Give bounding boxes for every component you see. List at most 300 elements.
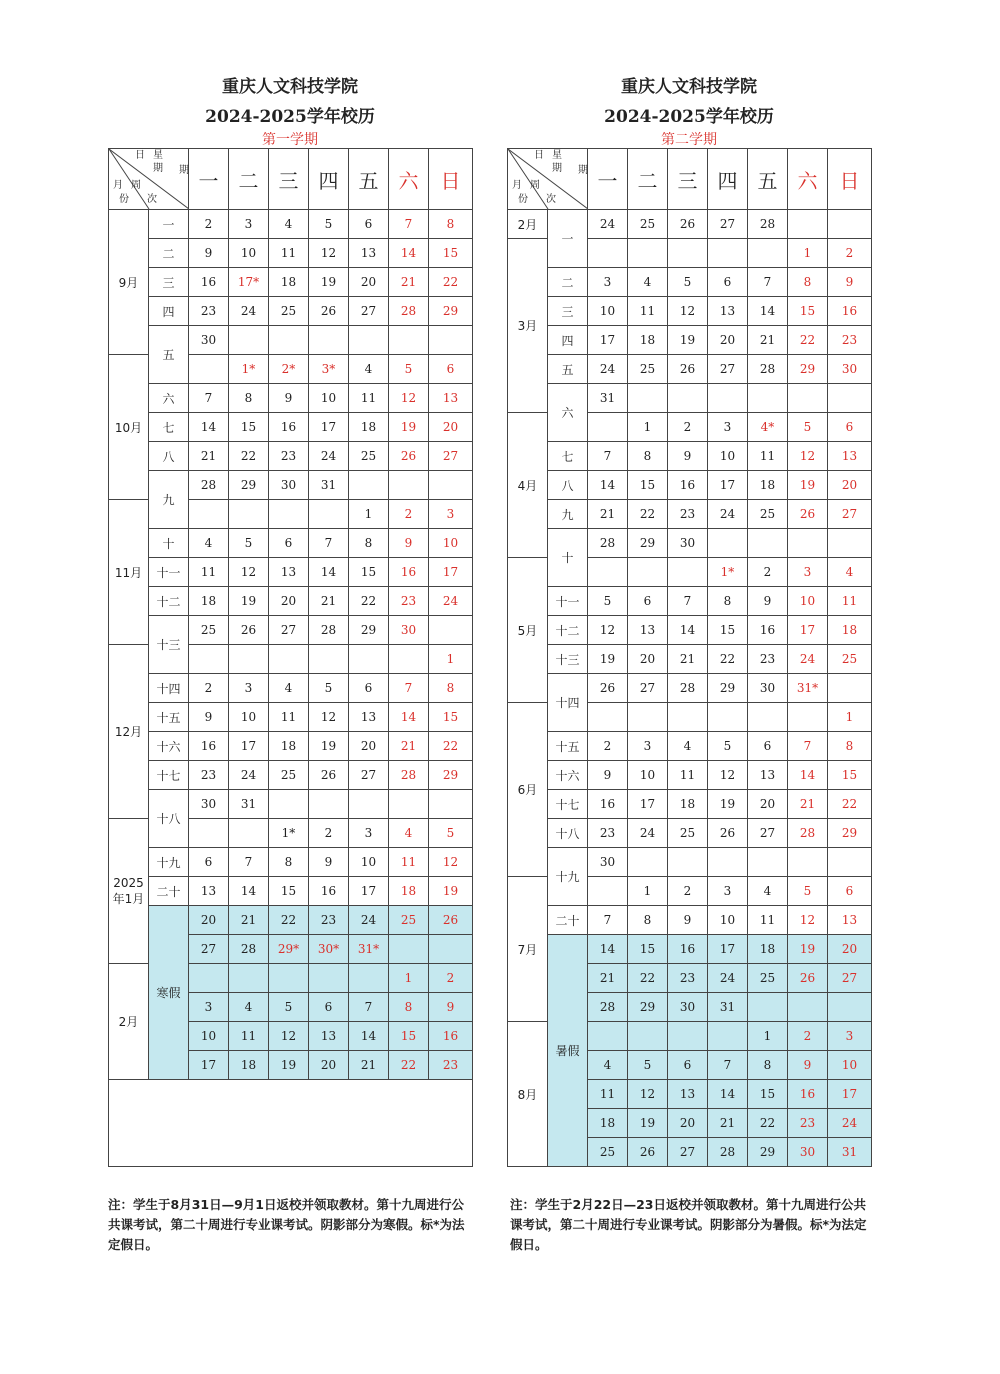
date-cell: 9 xyxy=(588,761,628,790)
date-cell: 8 xyxy=(269,848,309,877)
date-cell: 20 xyxy=(628,645,668,674)
date-cell: 24 xyxy=(229,297,269,326)
day-header: 三 xyxy=(668,149,708,210)
date-cell xyxy=(788,848,828,877)
date-cell: 19 xyxy=(788,471,828,500)
week-label: 九 xyxy=(548,500,588,529)
week-label: 十三 xyxy=(149,616,189,674)
month-label: 2月 xyxy=(508,210,548,239)
date-cell: 10 xyxy=(708,442,748,471)
date-cell xyxy=(429,935,473,964)
date-cell: 18 xyxy=(588,1109,628,1138)
date-cell: 9 xyxy=(668,442,708,471)
date-cell: 1 xyxy=(429,645,473,674)
date-cell: 23 xyxy=(828,326,872,355)
date-cell: 28 xyxy=(708,1138,748,1167)
date-cell: 20 xyxy=(429,413,473,442)
date-cell: 12 xyxy=(668,297,708,326)
day-header: 二 xyxy=(229,149,269,210)
week-label: 十 xyxy=(548,529,588,587)
date-cell: 8 xyxy=(429,210,473,239)
date-cell: 19 xyxy=(389,413,429,442)
date-cell: 22 xyxy=(349,587,389,616)
date-cell xyxy=(708,239,748,268)
date-cell xyxy=(389,326,429,355)
date-cell: 3 xyxy=(708,413,748,442)
date-cell: 11 xyxy=(229,1022,269,1051)
week-label: 十一 xyxy=(548,587,588,616)
date-cell xyxy=(748,239,788,268)
date-cell: 19 xyxy=(708,790,748,819)
day-header: 六 xyxy=(389,149,429,210)
date-cell: 11 xyxy=(269,703,309,732)
date-cell: 18 xyxy=(628,326,668,355)
date-cell: 27 xyxy=(708,355,748,384)
corner-label: 周 xyxy=(530,180,540,191)
date-cell: 4 xyxy=(189,529,229,558)
date-cell: 27 xyxy=(708,210,748,239)
month-label: 3月 xyxy=(508,239,548,413)
date-cell: 6 xyxy=(828,877,872,906)
date-cell xyxy=(748,703,788,732)
corner-label: 次 xyxy=(546,194,556,205)
date-cell: 16 xyxy=(748,616,788,645)
date-cell: 6 xyxy=(828,413,872,442)
date-cell: 19 xyxy=(588,645,628,674)
date-cell: 24 xyxy=(788,645,828,674)
date-cell: 12 xyxy=(788,442,828,471)
date-cell: 11 xyxy=(628,297,668,326)
date-cell: 17 xyxy=(429,558,473,587)
date-cell: 23 xyxy=(189,761,229,790)
week-label: 一 xyxy=(149,210,189,239)
date-cell: 19 xyxy=(309,732,349,761)
month-label: 8月 xyxy=(508,1022,548,1167)
date-cell: 23 xyxy=(748,645,788,674)
day-header: 一 xyxy=(588,149,628,210)
week-label: 十 xyxy=(149,529,189,558)
date-cell: 12 xyxy=(309,703,349,732)
date-cell: 1 xyxy=(788,239,828,268)
calendar-term-2 xyxy=(507,72,871,1167)
date-cell: 18 xyxy=(269,732,309,761)
date-cell: 14 xyxy=(389,703,429,732)
date-cell: 1 xyxy=(628,413,668,442)
date-cell xyxy=(229,500,269,529)
date-cell xyxy=(828,529,872,558)
week-label: 七 xyxy=(149,413,189,442)
date-cell: 15 xyxy=(748,1080,788,1109)
week-label: 十八 xyxy=(149,790,189,848)
date-cell: 9 xyxy=(389,529,429,558)
month-label: 10月 xyxy=(109,355,149,500)
date-cell: 16 xyxy=(389,558,429,587)
date-cell: 13 xyxy=(429,384,473,413)
date-cell: 13 xyxy=(628,616,668,645)
date-cell: 5 xyxy=(788,413,828,442)
date-cell: 31* xyxy=(788,674,828,703)
date-cell: 21 xyxy=(588,500,628,529)
year-title: 2024-2025学年校历 xyxy=(205,107,375,127)
date-cell: 1 xyxy=(748,1022,788,1051)
date-cell: 17 xyxy=(229,732,269,761)
date-cell: 17 xyxy=(349,877,389,906)
date-cell: 8 xyxy=(429,674,473,703)
date-cell: 21 xyxy=(189,442,229,471)
date-cell: 15 xyxy=(269,877,309,906)
date-cell: 26 xyxy=(588,674,628,703)
date-cell: 2 xyxy=(309,819,349,848)
week-label: 十二 xyxy=(149,587,189,616)
date-cell: 13 xyxy=(269,558,309,587)
date-cell: 3 xyxy=(189,993,229,1022)
date-cell: 7 xyxy=(309,529,349,558)
date-cell: 24 xyxy=(708,964,748,993)
date-cell xyxy=(309,790,349,819)
date-cell: 25 xyxy=(349,442,389,471)
date-cell: 10 xyxy=(429,529,473,558)
week-label: 二十 xyxy=(149,877,189,906)
school-title: 重庆人文科技学院 xyxy=(621,77,757,97)
date-cell: 13 xyxy=(309,1022,349,1051)
date-cell: 31 xyxy=(229,790,269,819)
date-cell: 1 xyxy=(628,877,668,906)
date-cell: 12 xyxy=(229,558,269,587)
date-cell: 14 xyxy=(788,761,828,790)
date-cell xyxy=(588,1022,628,1051)
date-cell xyxy=(748,384,788,413)
date-cell xyxy=(708,529,748,558)
date-cell: 8 xyxy=(788,268,828,297)
date-cell xyxy=(788,384,828,413)
date-cell: 7 xyxy=(788,732,828,761)
date-cell: 7 xyxy=(229,848,269,877)
date-cell: 22 xyxy=(429,732,473,761)
corner-label: 星 xyxy=(153,150,163,161)
date-cell: 29 xyxy=(229,471,269,500)
corner-label: 周 xyxy=(131,180,141,191)
date-cell: 25 xyxy=(189,616,229,645)
date-cell: 16 xyxy=(788,1080,828,1109)
date-cell: 12 xyxy=(708,761,748,790)
date-cell: 27 xyxy=(668,1138,708,1167)
date-cell: 6 xyxy=(708,268,748,297)
date-cell: 10 xyxy=(229,239,269,268)
date-cell: 21 xyxy=(588,964,628,993)
month-label: 7月 xyxy=(508,877,548,1022)
date-cell: 25 xyxy=(269,297,309,326)
date-cell: 23 xyxy=(269,442,309,471)
date-cell: 26 xyxy=(668,210,708,239)
date-cell: 6 xyxy=(309,993,349,1022)
date-cell: 18 xyxy=(748,935,788,964)
date-cell: 21 xyxy=(229,906,269,935)
date-cell xyxy=(309,645,349,674)
date-cell xyxy=(269,500,309,529)
date-cell: 23 xyxy=(429,1051,473,1080)
date-cell: 30 xyxy=(668,529,708,558)
date-cell xyxy=(628,703,668,732)
date-cell: 23 xyxy=(389,587,429,616)
date-cell xyxy=(389,790,429,819)
date-cell xyxy=(389,471,429,500)
date-cell xyxy=(668,1022,708,1051)
date-cell: 17 xyxy=(708,935,748,964)
date-cell: 6 xyxy=(668,1051,708,1080)
date-cell: 5 xyxy=(309,210,349,239)
week-label: 十八 xyxy=(548,819,588,848)
date-cell: 20 xyxy=(748,790,788,819)
date-cell: 7 xyxy=(588,906,628,935)
date-cell: 2 xyxy=(588,732,628,761)
week-label: 十九 xyxy=(548,848,588,906)
date-cell: 30 xyxy=(189,326,229,355)
date-cell: 5 xyxy=(429,819,473,848)
date-cell xyxy=(588,703,628,732)
day-header: 六 xyxy=(788,149,828,210)
date-cell: 25 xyxy=(269,761,309,790)
date-cell xyxy=(429,326,473,355)
date-cell: 9 xyxy=(309,848,349,877)
date-cell: 2 xyxy=(429,964,473,993)
date-cell: 20 xyxy=(349,732,389,761)
date-cell: 28 xyxy=(588,993,628,1022)
date-cell: 26 xyxy=(668,355,708,384)
term-title: 第二学期 xyxy=(661,132,717,148)
date-cell: 24 xyxy=(588,355,628,384)
date-cell xyxy=(708,848,748,877)
date-cell: 19 xyxy=(628,1109,668,1138)
date-cell: 19 xyxy=(668,326,708,355)
date-cell: 22 xyxy=(389,1051,429,1080)
date-cell: 2 xyxy=(389,500,429,529)
date-cell: 13 xyxy=(828,442,872,471)
date-cell: 8 xyxy=(708,587,748,616)
date-cell: 24 xyxy=(309,442,349,471)
month-label: 11月 xyxy=(109,500,149,645)
date-cell: 27 xyxy=(828,500,872,529)
date-cell: 17 xyxy=(708,471,748,500)
date-cell: 6 xyxy=(429,355,473,384)
date-cell: 22 xyxy=(788,326,828,355)
date-cell: 1* xyxy=(269,819,309,848)
date-cell xyxy=(628,384,668,413)
date-cell: 11 xyxy=(828,587,872,616)
term-note: 注：学生于2月22日—23日返校并领取教材。第十九周进行公共课考试，第二十周进行专业课考试。阴影部分为暑假。标*为法定假日。 xyxy=(510,1197,867,1252)
date-cell: 26 xyxy=(389,442,429,471)
date-cell: 4 xyxy=(349,355,389,384)
date-cell: 18 xyxy=(269,268,309,297)
date-cell: 22 xyxy=(628,964,668,993)
date-cell: 10 xyxy=(229,703,269,732)
date-cell: 1* xyxy=(708,558,748,587)
date-cell: 6 xyxy=(748,732,788,761)
date-cell: 3 xyxy=(229,210,269,239)
date-cell: 4 xyxy=(269,674,309,703)
date-cell: 1 xyxy=(828,703,872,732)
date-cell: 6 xyxy=(349,210,389,239)
date-cell: 15 xyxy=(708,616,748,645)
month-label: 4月 xyxy=(508,413,548,558)
date-cell xyxy=(588,558,628,587)
term-note: 注：学生于8月31日—9月1日返校并领取教材。第十九周进行公共课考试，第二十周进行专业课考试。阴影部分为寒假。标*为法定假日。 xyxy=(108,1197,465,1252)
date-cell xyxy=(828,848,872,877)
date-cell: 2 xyxy=(828,239,872,268)
date-cell: 3 xyxy=(229,674,269,703)
date-cell xyxy=(668,239,708,268)
date-cell: 28 xyxy=(389,761,429,790)
date-cell: 14 xyxy=(588,935,628,964)
date-cell xyxy=(668,384,708,413)
date-cell: 7 xyxy=(389,210,429,239)
date-cell xyxy=(708,384,748,413)
date-cell: 30 xyxy=(269,471,309,500)
date-cell: 21 xyxy=(708,1109,748,1138)
date-cell: 8 xyxy=(229,384,269,413)
week-label: 三 xyxy=(149,268,189,297)
date-cell: 4 xyxy=(668,732,708,761)
date-cell: 22 xyxy=(229,442,269,471)
date-cell: 18 xyxy=(229,1051,269,1080)
date-cell: 24 xyxy=(708,500,748,529)
date-cell: 15 xyxy=(349,558,389,587)
date-cell: 28 xyxy=(748,210,788,239)
date-cell xyxy=(628,558,668,587)
week-label: 十一 xyxy=(149,558,189,587)
date-cell xyxy=(229,326,269,355)
date-cell: 16 xyxy=(668,471,708,500)
date-cell xyxy=(189,500,229,529)
date-cell: 16 xyxy=(588,790,628,819)
date-cell xyxy=(349,790,389,819)
date-cell: 22 xyxy=(748,1109,788,1138)
date-cell: 27 xyxy=(349,297,389,326)
date-cell: 1 xyxy=(349,500,389,529)
date-cell: 15 xyxy=(628,471,668,500)
month-label: 2025年1月 xyxy=(109,819,149,964)
date-cell: 9 xyxy=(828,268,872,297)
week-label: 十九 xyxy=(149,848,189,877)
date-cell: 5 xyxy=(229,529,269,558)
date-cell xyxy=(269,645,309,674)
date-cell: 15 xyxy=(229,413,269,442)
week-label: 十四 xyxy=(548,674,588,732)
date-cell: 3 xyxy=(349,819,389,848)
date-cell: 11 xyxy=(189,558,229,587)
month-label: 9月 xyxy=(109,210,149,355)
date-cell: 11 xyxy=(349,384,389,413)
date-cell: 27 xyxy=(628,674,668,703)
week-label: 六 xyxy=(548,384,588,442)
week-label: 四 xyxy=(548,326,588,355)
date-cell: 15 xyxy=(828,761,872,790)
date-cell: 25 xyxy=(668,819,708,848)
date-cell: 24 xyxy=(429,587,473,616)
date-cell: 21 xyxy=(389,268,429,297)
date-cell: 28 xyxy=(588,529,628,558)
date-cell: 8 xyxy=(828,732,872,761)
date-cell xyxy=(588,877,628,906)
date-cell: 10 xyxy=(309,384,349,413)
date-cell: 8 xyxy=(628,906,668,935)
date-cell: 9 xyxy=(748,587,788,616)
date-cell: 6 xyxy=(189,848,229,877)
date-cell: 18 xyxy=(389,877,429,906)
date-cell: 23 xyxy=(668,500,708,529)
date-cell: 26 xyxy=(788,964,828,993)
date-cell: 4 xyxy=(269,210,309,239)
week-label: 五 xyxy=(149,326,189,384)
date-cell: 14 xyxy=(189,413,229,442)
date-cell xyxy=(828,384,872,413)
date-cell: 4 xyxy=(389,819,429,848)
date-cell xyxy=(309,500,349,529)
date-cell xyxy=(349,471,389,500)
date-cell: 19 xyxy=(429,877,473,906)
corner-label: 日 xyxy=(534,150,544,161)
date-cell: 9 xyxy=(668,906,708,935)
date-cell: 19 xyxy=(788,935,828,964)
date-cell: 6 xyxy=(349,674,389,703)
date-cell: 31 xyxy=(588,384,628,413)
date-cell: 21 xyxy=(668,645,708,674)
date-cell: 16 xyxy=(828,297,872,326)
date-cell xyxy=(828,674,872,703)
date-cell: 26 xyxy=(628,1138,668,1167)
year-title: 2024-2025学年校历 xyxy=(604,107,774,127)
date-cell: 16 xyxy=(429,1022,473,1051)
day-header: 日 xyxy=(429,149,473,210)
date-cell: 31 xyxy=(828,1138,872,1167)
date-cell xyxy=(748,848,788,877)
calendar-grid xyxy=(507,148,872,1167)
date-cell xyxy=(389,935,429,964)
date-cell: 17 xyxy=(588,326,628,355)
date-cell xyxy=(189,645,229,674)
week-label: 八 xyxy=(548,471,588,500)
date-cell: 23 xyxy=(588,819,628,848)
date-cell xyxy=(748,529,788,558)
date-cell xyxy=(189,819,229,848)
week-label: 九 xyxy=(149,471,189,529)
date-cell: 28 xyxy=(748,355,788,384)
date-cell: 12 xyxy=(309,239,349,268)
date-cell: 3 xyxy=(588,268,628,297)
date-cell: 25 xyxy=(588,1138,628,1167)
date-cell: 7 xyxy=(708,1051,748,1080)
date-cell xyxy=(788,529,828,558)
date-cell xyxy=(349,964,389,993)
school-title: 重庆人文科技学院 xyxy=(222,77,358,97)
date-cell: 16 xyxy=(309,877,349,906)
date-cell xyxy=(349,645,389,674)
date-cell xyxy=(389,645,429,674)
date-cell: 4 xyxy=(748,877,788,906)
date-cell: 16 xyxy=(189,268,229,297)
date-cell: 30 xyxy=(748,674,788,703)
date-cell: 14 xyxy=(748,297,788,326)
date-cell: 29 xyxy=(828,819,872,848)
date-cell: 2 xyxy=(189,674,229,703)
date-cell: 20 xyxy=(309,1051,349,1080)
date-cell: 29 xyxy=(748,1138,788,1167)
date-cell: 19 xyxy=(309,268,349,297)
week-label: 十四 xyxy=(149,674,189,703)
date-cell: 20 xyxy=(349,268,389,297)
date-cell xyxy=(349,326,389,355)
week-label: 四 xyxy=(149,297,189,326)
date-cell: 12 xyxy=(389,384,429,413)
